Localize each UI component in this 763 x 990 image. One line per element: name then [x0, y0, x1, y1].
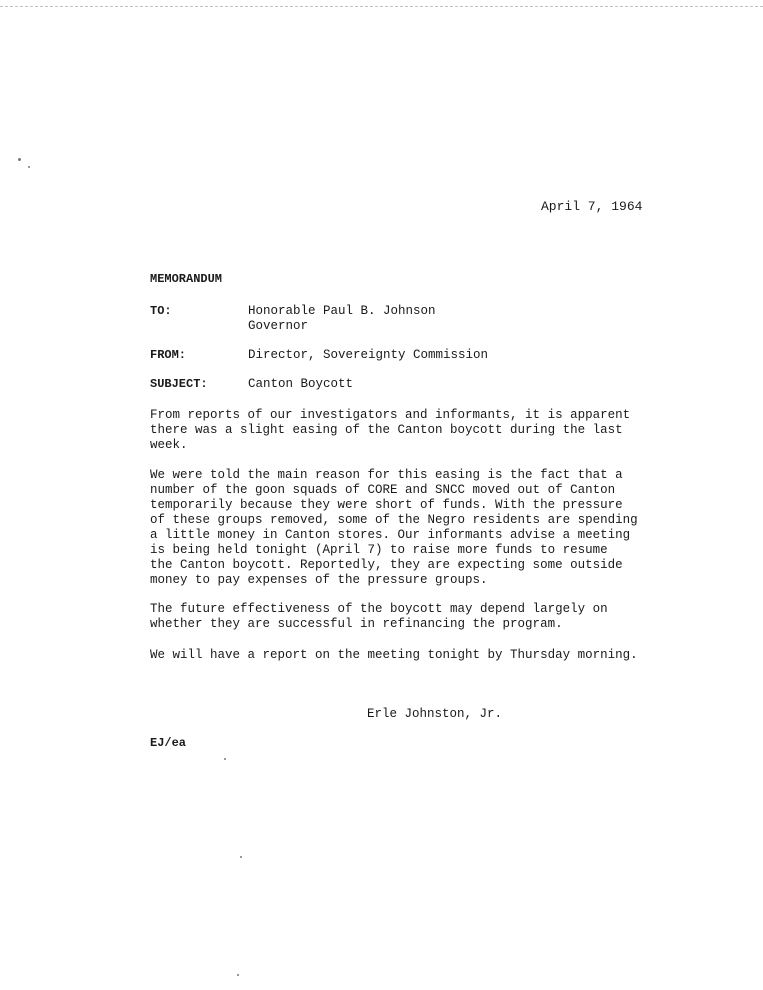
scan-edge-artifact — [0, 0, 763, 7]
body-paragraph: We were told the main reason for this easing is the fact that a number of the goon squads of CORE and SNCC moved out of Canton temporarily because they were short of funds. With the pressure of these groups removed, some of the Negro residents are spending a little money in Canton stores. Our informants advise a meeting is being held tonight (April 7) to raise more funds to resume the Canton boycott. Reportedly, they are expecting some outside money to pay expenses of the pressure groups. — [150, 468, 638, 587]
from-label: FROM: — [150, 348, 187, 362]
to-recipient — [248, 304, 436, 334]
scan-speck — [18, 158, 21, 161]
memo-heading: MEMORANDUM — [150, 272, 223, 286]
to-recipient-name: Honorable Paul B. Johnson — [248, 304, 436, 318]
scan-speck — [224, 758, 226, 760]
body-paragraph: The future effectiveness of the boycott may depend largely on whether they are successful in refinancing the program. — [150, 602, 608, 631]
scan-speck — [28, 166, 30, 168]
to-recipient-title: Governor — [248, 319, 309, 333]
memo-date: April 7, 1964 — [541, 199, 643, 214]
to-label: TO: — [150, 304, 172, 318]
signature: Erle Johnston, Jr. — [367, 707, 503, 721]
scan-speck — [237, 974, 239, 976]
body-paragraph: From reports of our investigators and informants, it is apparent there was a slight easing of the Canton boycott during the last week. — [150, 408, 631, 452]
subject-label: SUBJECT: — [150, 377, 208, 391]
typist-initials: EJ/ea — [150, 736, 187, 750]
from-value: Director, Sovereignty Commission — [248, 348, 489, 362]
scan-speck — [240, 856, 242, 858]
subject-value: Canton Boycott — [248, 377, 354, 391]
body-paragraph: We will have a report on the meeting tonight by Thursday morning. — [150, 648, 638, 662]
